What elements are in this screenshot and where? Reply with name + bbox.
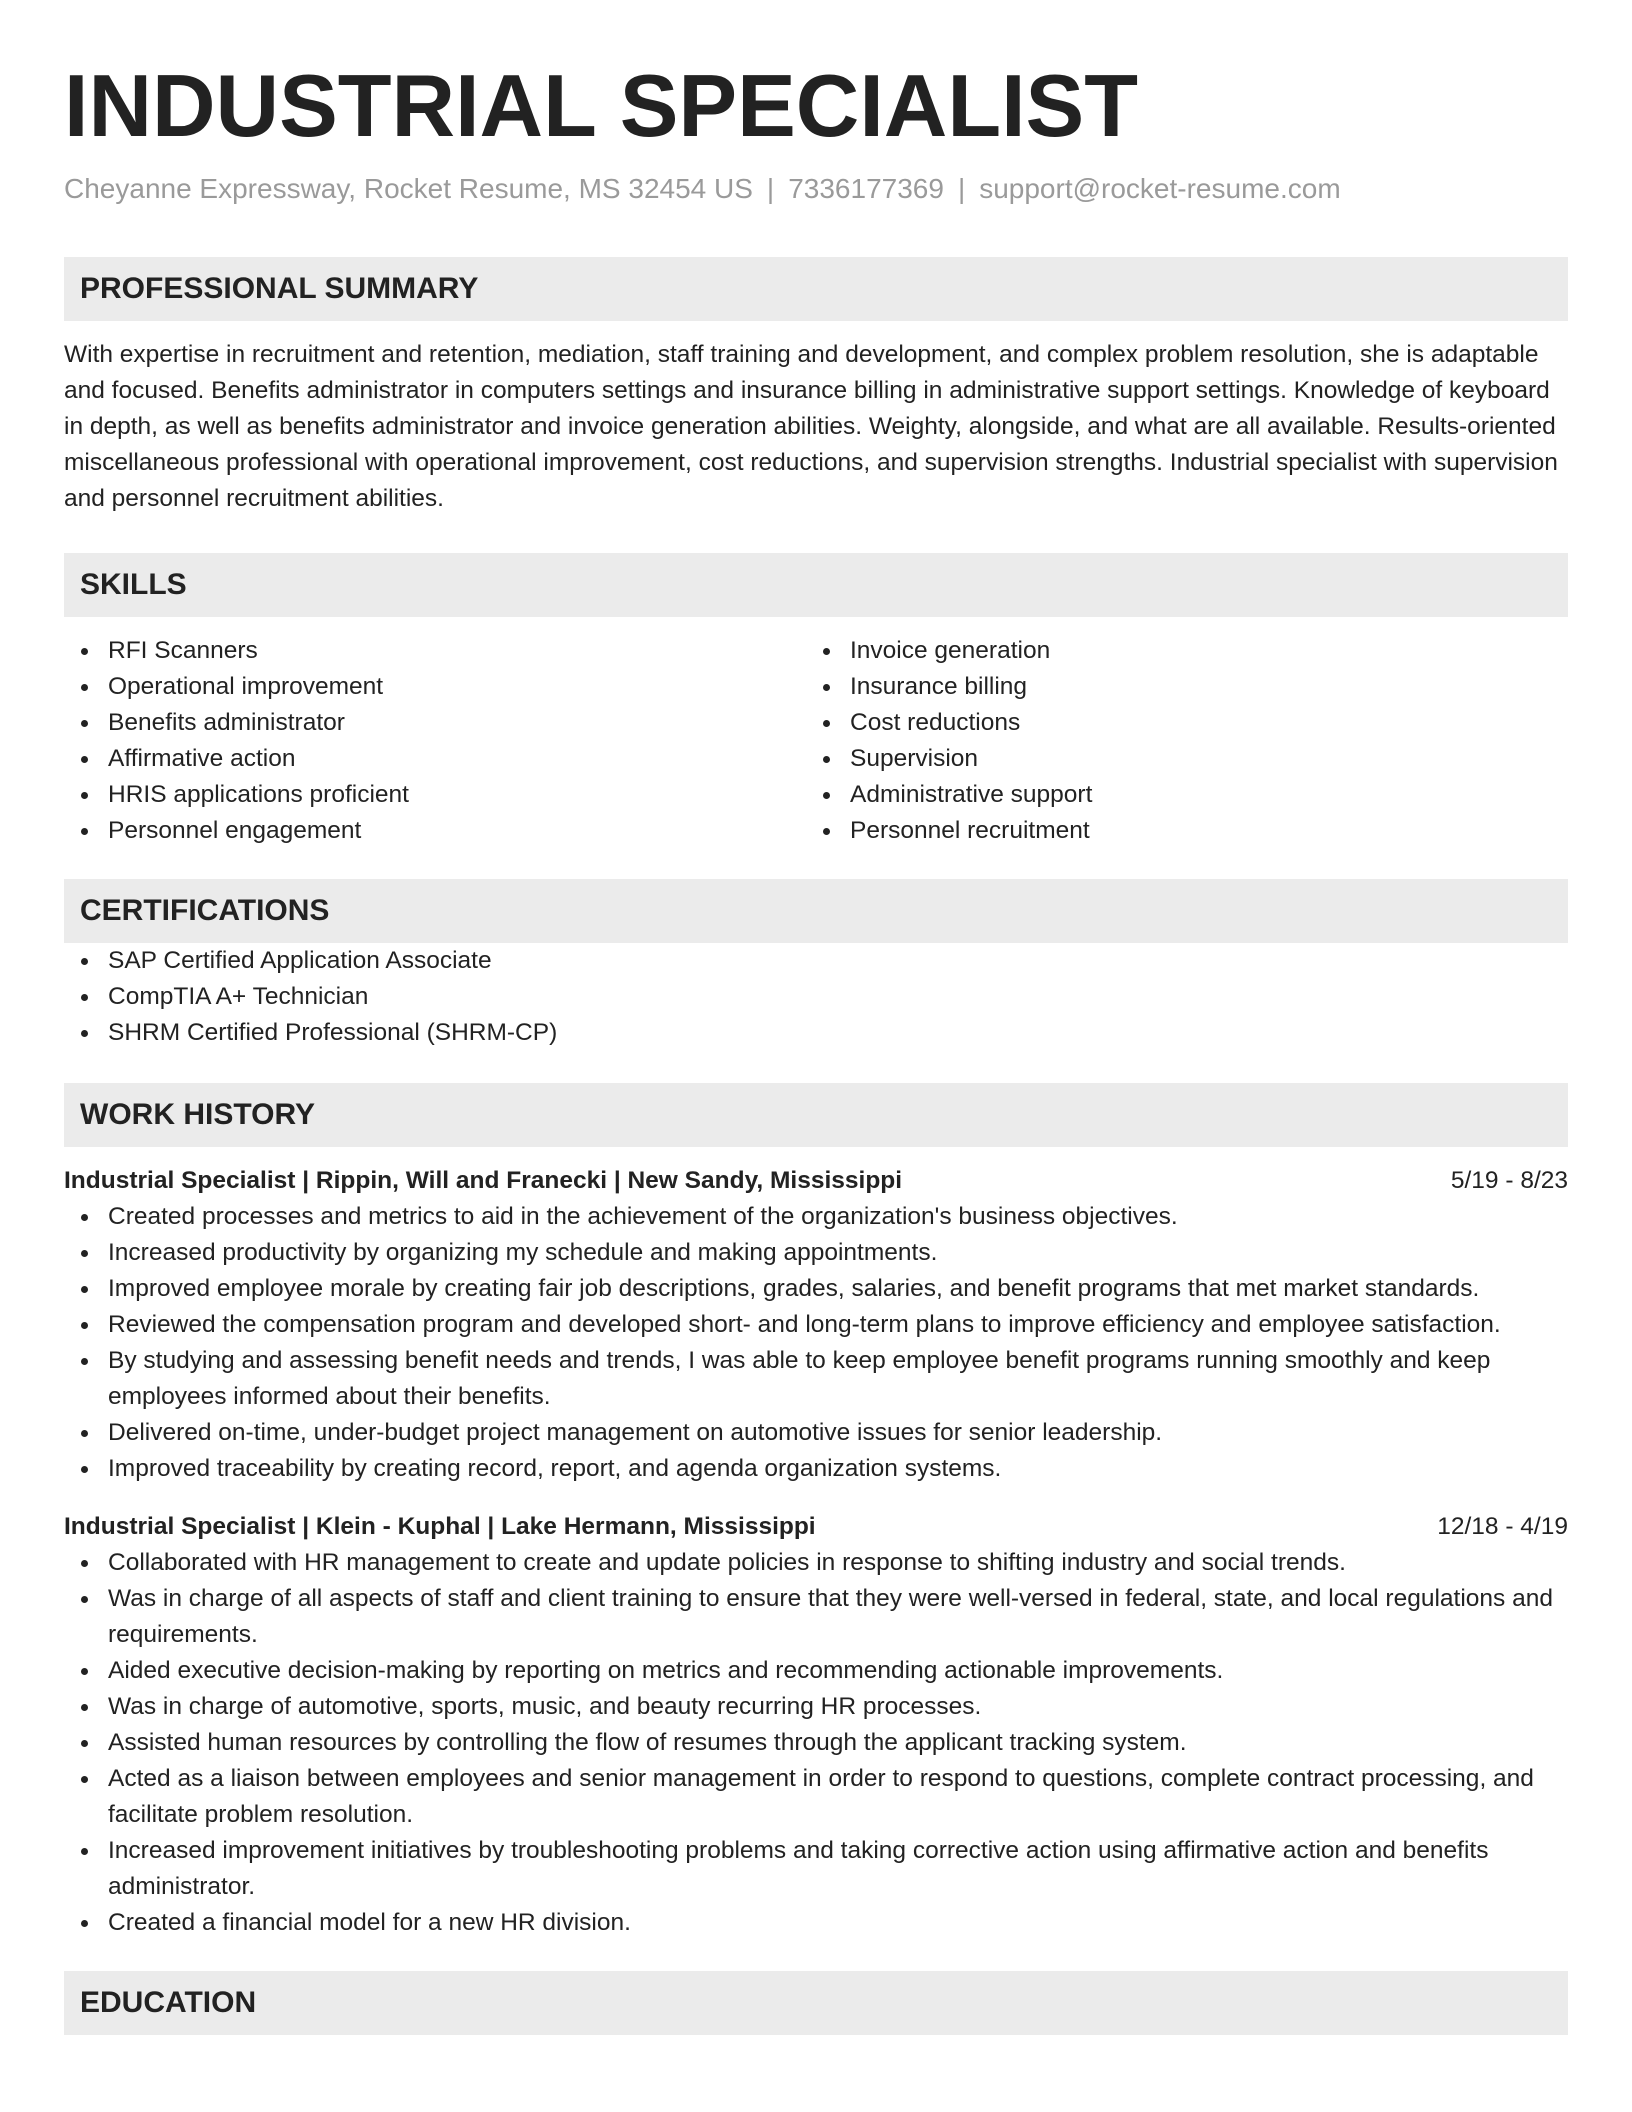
job-heading: Industrial Specialist | Klein - Kuphal | Lake Hermann, Mississippi — [64, 1513, 816, 1540]
contact-line — [64, 172, 1568, 206]
job-entry — [64, 1163, 1568, 1487]
job-bullet: Increased improvement initiatives by troubleshooting problems and taking corrective action using affirmative action and benefits administrator. — [64, 1833, 1568, 1905]
job-dates: 5/19 - 8/23 — [1450, 1167, 1568, 1194]
job-bullet: Was in charge of all aspects of staff and client training to ensure that they were well-versed in federal, state, and local regulations and requirements. — [64, 1581, 1568, 1653]
job-bullet: Improved employee morale by creating fair job descriptions, grades, salaries, and benefit programs that met market standards. — [64, 1271, 1568, 1307]
resume-page — [64, 0, 1568, 2035]
job-bullet: Assisted human resources by controlling the flow of resumes through the applicant tracking system. — [64, 1725, 1568, 1761]
skills-grid — [64, 633, 1568, 849]
job-bullet: Created processes and metrics to aid in the achievement of the organization's business objectives. — [64, 1199, 1568, 1235]
section-header-certifications: CERTIFICATIONS — [64, 879, 1568, 943]
job-bullets — [64, 1199, 1568, 1487]
job-bullet: Created a financial model for a new HR division. — [64, 1905, 1568, 1941]
section-header-skills: SKILLS — [64, 553, 1568, 617]
job-entry — [64, 1509, 1568, 1941]
skills-column-right — [806, 633, 1548, 849]
skill-item: RFI Scanners — [64, 633, 806, 669]
contact-email: support@rocket-resume.com — [979, 173, 1341, 204]
contact-separator: | — [766, 173, 775, 204]
contact-phone: 7336177369 — [788, 173, 944, 204]
candidate-name: INDUSTRIAL SPECIALIST — [64, 56, 1139, 155]
skill-item: Supervision — [806, 741, 1548, 777]
certification-item: CompTIA A+ Technician — [64, 979, 1568, 1015]
job-bullet: Reviewed the compensation program and developed short- and long-term plans to improve efficiency and employee satisfaction. — [64, 1307, 1568, 1343]
job-bullet: Delivered on-time, under-budget project management on automotive issues for senior leadership. — [64, 1415, 1568, 1451]
job-bullet: Was in charge of automotive, sports, music, and beauty recurring HR processes. — [64, 1689, 1568, 1725]
certifications-list — [64, 943, 1568, 1051]
summary-text: With expertise in recruitment and retention, mediation, staff training and development, and complex problem resolution, she is adaptable and focused. Benefits administrator in computers settings and insurance billing in administrative support settings. Knowledge of keyboard in depth, as well as benefits administrator and invoice generation abilities. Weighty, alongside, and what are all available. Results-oriented miscellaneous professional with operational improvement, cost reductions, and supervision strengths. Industrial specialist with supervision and personnel recruitment abilities. — [64, 341, 1558, 512]
contact-separator: | — [957, 173, 966, 204]
contact-address: Cheyanne Expressway, Rocket Resume, MS 32454 US — [64, 173, 753, 204]
skill-item: Personnel engagement — [64, 813, 806, 849]
job-bullets — [64, 1545, 1568, 1941]
section-header-summary: PROFESSIONAL SUMMARY — [64, 257, 1568, 321]
certification-item: SHRM Certified Professional (SHRM-CP) — [64, 1015, 1568, 1051]
skill-item: Affirmative action — [64, 741, 806, 777]
skill-item: HRIS applications proficient — [64, 777, 806, 813]
job-bullet: Acted as a liaison between employees and senior management in order to respond to questions, complete contract processing, and facilitate problem resolution. — [64, 1761, 1568, 1833]
job-bullet: Aided executive decision-making by reporting on metrics and recommending actionable improvements. — [64, 1653, 1568, 1689]
skill-item: Cost reductions — [806, 705, 1548, 741]
job-bullet: By studying and assessing benefit needs and trends, I was able to keep employee benefit programs running smoothly and keep employees informed about their benefits. — [64, 1343, 1568, 1415]
skill-item: Operational improvement — [64, 669, 806, 705]
skill-item: Insurance billing — [806, 669, 1548, 705]
section-header-work-history: WORK HISTORY — [64, 1083, 1568, 1147]
job-bullet: Increased productivity by organizing my schedule and making appointments. — [64, 1235, 1568, 1271]
skills-column-left — [64, 633, 806, 849]
job-bullet: Improved traceability by creating record, report, and agenda organization systems. — [64, 1451, 1568, 1487]
job-header — [64, 1163, 1568, 1199]
job-dates: 12/18 - 4/19 — [1437, 1513, 1568, 1540]
skill-item: Benefits administrator — [64, 705, 806, 741]
job-header — [64, 1509, 1568, 1545]
job-heading: Industrial Specialist | Rippin, Will and Franecki | New Sandy, Mississippi — [64, 1167, 903, 1194]
skill-item: Personnel recruitment — [806, 813, 1548, 849]
section-header-education: EDUCATION — [64, 1971, 1568, 2035]
certification-item: SAP Certified Application Associate — [64, 943, 1568, 979]
skill-item: Administrative support — [806, 777, 1548, 813]
job-bullet: Collaborated with HR management to create and update policies in response to shifting industry and social trends. — [64, 1545, 1568, 1581]
skill-item: Invoice generation — [806, 633, 1548, 669]
